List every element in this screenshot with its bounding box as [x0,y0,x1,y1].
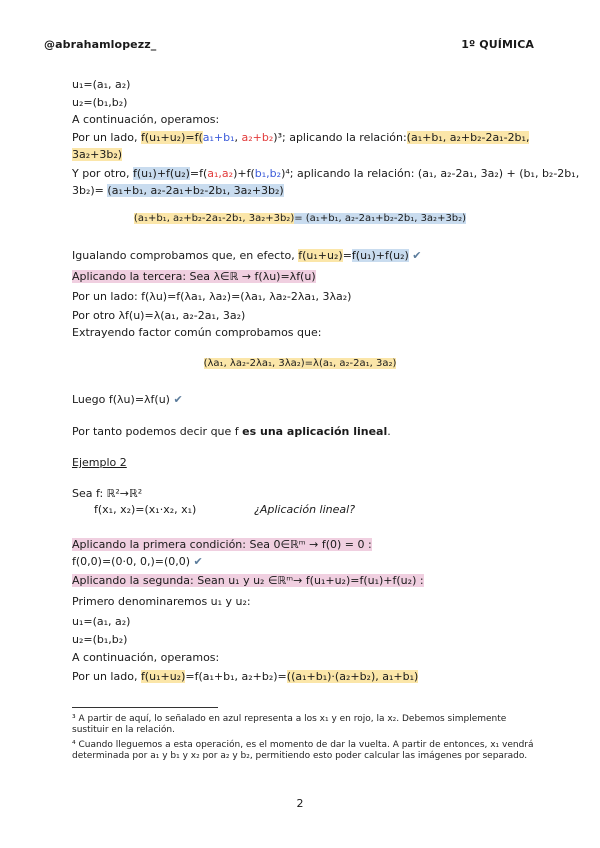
linearity-line-4: 3b₂)= (a₁+b₁, a₂-2a₁+b₂-2b₁, 3a₂+3b₂) [72,184,284,197]
common-factor-text: Extrayendo factor común comprobamos que: [72,326,322,339]
third-condition: Aplicando la tercera: Sea λ∈ℝ → f(λu)=λf(u) [72,270,316,283]
linearity-line-3: Y por otro, f(u₁)+f(u₂)=f(a₁,a₂)+f(b₁,b₂)⁴; aplicando la relación: (a₁, a₂-2a₁, 3a₂) + (b₁, b₂-2b₁, [72,167,580,180]
check-icon: ✔ [193,555,203,568]
footnote-3: ³ A partir de aquí, lo señalado en azul representa a los x₁ y en rojo, la x₂. Debemos simplemente sustituir en la relación. [72,714,507,735]
equality-conclusion: Igualando comprobamos que, en efecto, f(u₁+u₂)=f(u₁)+f(u₂) ✔ [72,249,422,262]
zero-check: f(0,0)=(0·0, 0,)=(0,0) ✔ [72,555,203,568]
separate-images: f(u₁)+f(u₂) [133,167,190,180]
equality-equation-2: (λa₁, λa₂-2λa₁, 3λa₂)=λ(a₁, a₂-2a₁, 3a₂) [203,358,397,369]
sum-image: f(u₁+u₂)=f( [140,131,203,144]
second-condition: Aplicando la segunda: Sean u₁ y u₂ ∈ℝᵐ→ f(u₁+u₂)=f(u₁)+f(u₂) : [72,574,424,587]
page-number: 2 [296,797,304,810]
check-icon: ✔ [412,249,422,262]
relation-result: (a₁+b₁, a₂+b₂-2a₁-2b₁, [406,131,530,144]
footnote-divider [72,707,218,708]
denominate-text: Primero denominaremos u₁ y u₂: [72,595,251,608]
continue-text: A continuación, operamos: [72,113,220,126]
first-condition: Aplicando la primera condición: Sea 0∈ℝᵐ → f(0) = 0 : [72,538,372,551]
scalar-one-side: Por un lado: f(λu)=f(λa₁, λa₂)=(λa₁, λa₂-2λa₁, 3λa₂) [72,290,352,303]
map-definition: Sea f: ℝ²→ℝ² [72,487,143,500]
linear-map-conclusion: Por tanto podemos decir que f es una aplicación lineal. [72,425,391,438]
continue-text-2: A continuación, operamos: [72,651,220,664]
equality-equation-1: (a₁+b₁, a₂+b₂-2a₁-2b₁, 3a₂+3b₂)= (a₁+b₁, a₂-2a₁+b₂-2b₁, 3a₂+3b₂) [133,213,467,224]
linear-question: ¿Aplicación lineal? [254,503,356,516]
sum-line-example-2: Por un lado, f(u₁+u₂)=f(a₁+b₁, a₂+b₂)=((a₁+b₁)·(a₂+b₂), a₁+b₁) [72,670,419,683]
scalar-other-side: Por otro λf(u)=λ(a₁, a₂-2a₁, 3a₂) [72,309,246,322]
u2-definition-2: u₂=(b₁,b₂) [72,633,128,646]
u2-definition: u₂=(b₁,b₂) [72,96,128,109]
scalar-conclusion: Luego f(λu)=λf(u) ✔ [72,393,183,406]
example-heading: Ejemplo 2 [72,456,127,469]
check-icon: ✔ [173,393,183,406]
u1-definition-2: u₁=(a₁, a₂) [72,615,131,628]
linearity-line-2: 3a₂+3b₂) [72,148,123,161]
course-header: 1º QUÍMICA [461,38,534,51]
map-formula: f(x₁, x₂)=(x₁·x₂, x₁) [94,503,197,516]
author-header: @abrahamlopezz_ [44,38,157,51]
linearity-line-1: Por un lado, f(u₁+u₂)=f(a₁+b₁, a₂+b₂)³; aplicando la relación:(a₁+b₁, a₂+b₂-2a₁-2b₁, [72,131,530,144]
footnote-4: ⁴ Cuando lleguemos a esta operación, es el momento de dar la vuelta. A partir de entonces, x₁ vendrá determinada por a₁ y b₁ y x₂ por a₂ y b₂, permitiendo esto poder calcular las imágenes por separado. [72,740,534,761]
u1-definition: u₁=(a₁, a₂) [72,78,131,91]
